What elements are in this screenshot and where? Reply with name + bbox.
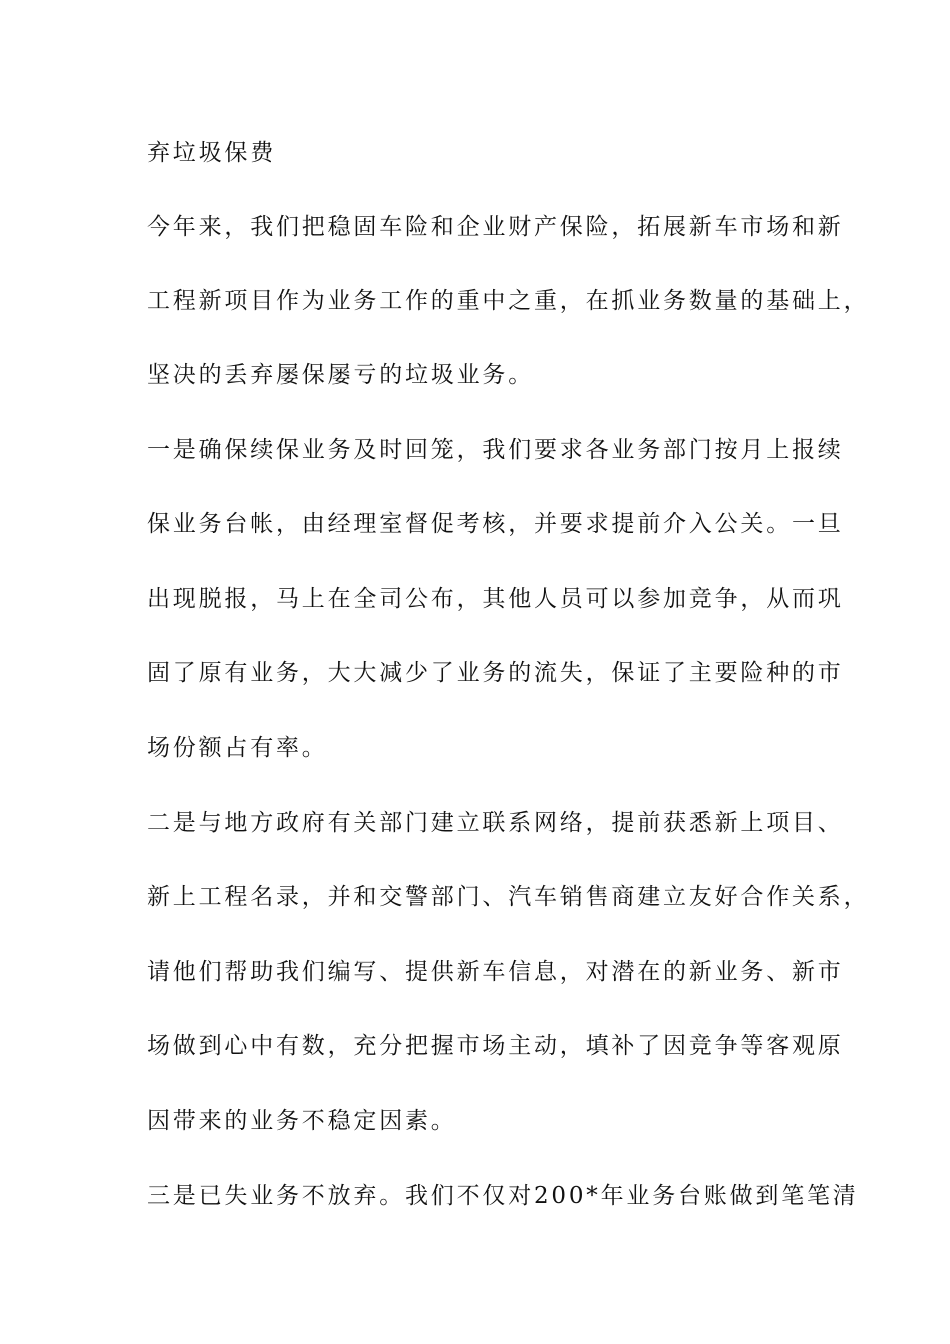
text-line: 保业务台帐，由经理室督促考核，并要求提前介入公关。一旦 <box>147 511 844 537</box>
text-line: 弃垃圾保费 <box>147 140 276 166</box>
text-line: 固了原有业务，大大减少了业务的流失，保证了主要险种的市 <box>147 660 844 686</box>
text-line: 一是确保续保业务及时回笼，我们要求各业务部门按月上报续 <box>147 437 844 463</box>
text-line: 坚决的丢弃屡保屡亏的垃圾业务。 <box>147 362 534 388</box>
text-line: 二是与地方政府有关部门建立联系网络，提前获悉新上项目、 <box>147 810 844 836</box>
text-line: 出现脱报，马上在全司公布，其他人员可以参加竞争，从而巩 <box>147 586 844 612</box>
text-line: 三是已失业务不放弃。我们不仅对200*年业务台账做到笔笔清 <box>147 1183 859 1209</box>
text-line: 今年来，我们把稳固车险和企业财产保险，拓展新车市场和新 <box>147 214 844 240</box>
text-line: 场做到心中有数，充分把握市场主动，填补了因竞争等客观原 <box>147 1033 844 1059</box>
text-line: 工程新项目作为业务工作的重中之重，在抓业务数量的基础上， <box>147 288 870 314</box>
text-line: 因带来的业务不稳定因素。 <box>147 1108 457 1134</box>
text-line: 请他们帮助我们编写、提供新车信息，对潜在的新业务、新市 <box>147 959 844 985</box>
text-line: 场份额占有率。 <box>147 735 328 761</box>
text-line: 新上工程名录，并和交警部门、汽车销售商建立友好合作关系， <box>147 884 870 910</box>
